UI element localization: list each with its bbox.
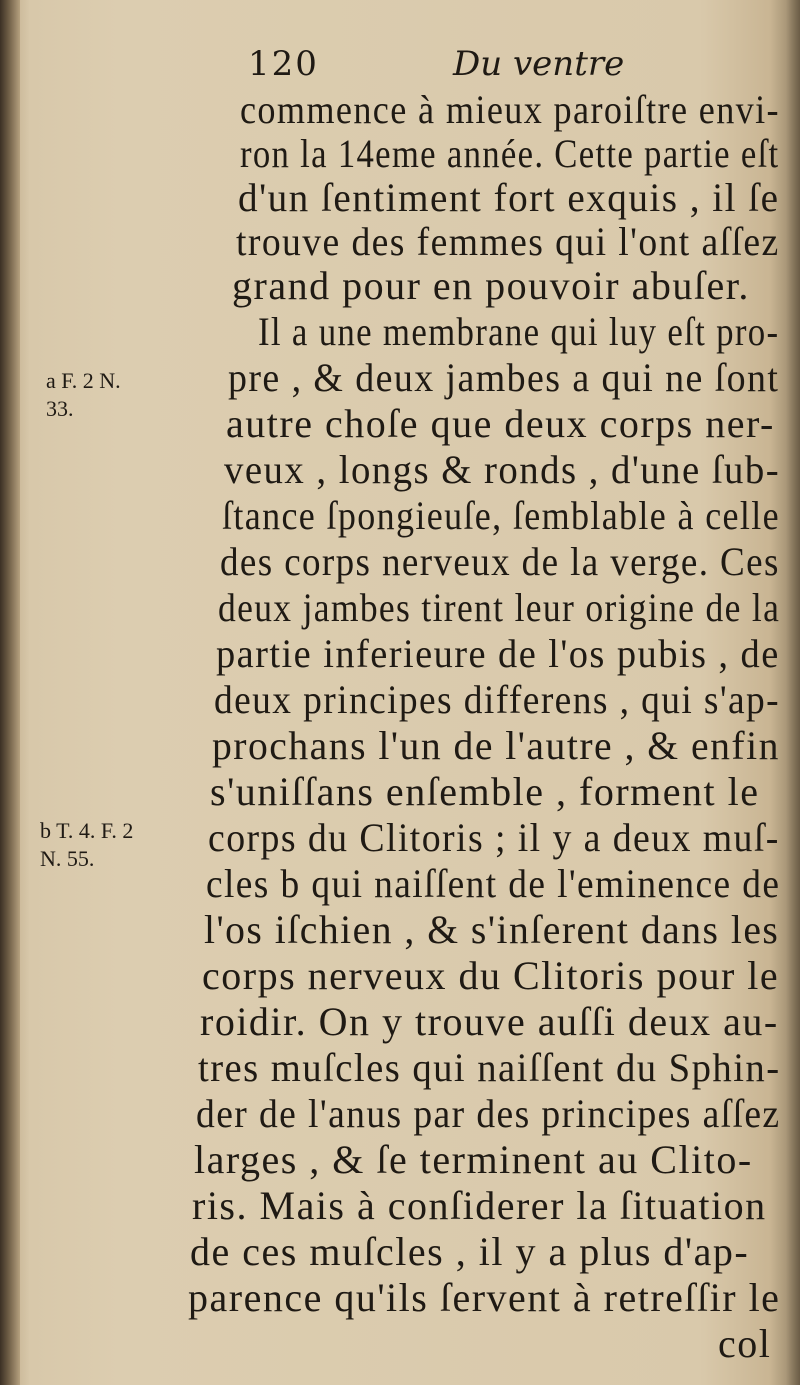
text-line: s'uniſſans enſemble , forment le [210,769,760,814]
margin-note: 33. [46,396,74,421]
text-line: deux principes differens , qui s'ap- [214,677,781,722]
text-line: ris. Mais à conſiderer la ſituation [192,1183,767,1228]
text-line: larges , & ſe terminent au Clito- [194,1137,753,1182]
text-line: roidir. On y trouve auſſi deux au- [200,999,779,1044]
page-edge-shadow [786,0,800,1385]
margin-note: N. 55. [40,846,95,871]
text-line: corps nerveux du Clitoris pour le [202,953,780,998]
text-line: commence à mieux paroiſtre envi- [240,87,780,132]
text-line: parence qu'ils ſervent à retreſſir le [188,1275,781,1320]
text-line: ron la 14eme année. Cette partie eſt [240,131,780,176]
text-line: pre , & deux jambes a qui ne ſont [228,355,780,400]
text-line: Il a une membrane qui luy eſt pro- [258,309,780,354]
running-title: Du ventre [453,44,625,84]
page-header [248,40,768,88]
text-line: ſtance ſpongieuſe, ſemblable à celle [222,493,780,538]
text-line: veux , longs & ronds , d'une ſub- [224,447,781,492]
text-line: des corps nerveux de la verge. Ces [220,539,780,584]
text-line: de ces muſcles , il y a plus d'ap- [190,1229,750,1274]
text-line: der de l'anus par des principes aſſez [196,1091,781,1136]
text-line: d'un ſentiment fort exquis , il ſe [238,175,780,220]
text-line: grand pour en pouvoir abuſer. [232,263,750,308]
text-line: l'os iſchien , & s'inſerent dans les [204,907,780,952]
text-line: cles b qui naiſſent de l'eminence de [206,861,781,906]
page-number: 120 [248,44,319,84]
text-line: partie inferieure de l'os pubis , de [216,631,780,676]
margin-note: a F. 2 N. [46,368,121,393]
text-line: tres muſcles qui naiſſent du Sphin- [198,1045,781,1090]
text-line: prochans l'un de l'autre , & enfin [212,723,780,768]
margin-note: b T. 4. F. 2 [40,818,134,843]
text-line: autre choſe que deux corps ner- [226,401,775,446]
catchword: col [718,1321,772,1366]
text-line: corps du Clitoris ; il y a deux muſ- [208,815,780,860]
text-line: deux jambes tirent leur origine de la [218,585,781,630]
text-line: trouve des femmes qui l'ont aſſez [236,219,780,264]
page-gutter [0,0,20,1385]
